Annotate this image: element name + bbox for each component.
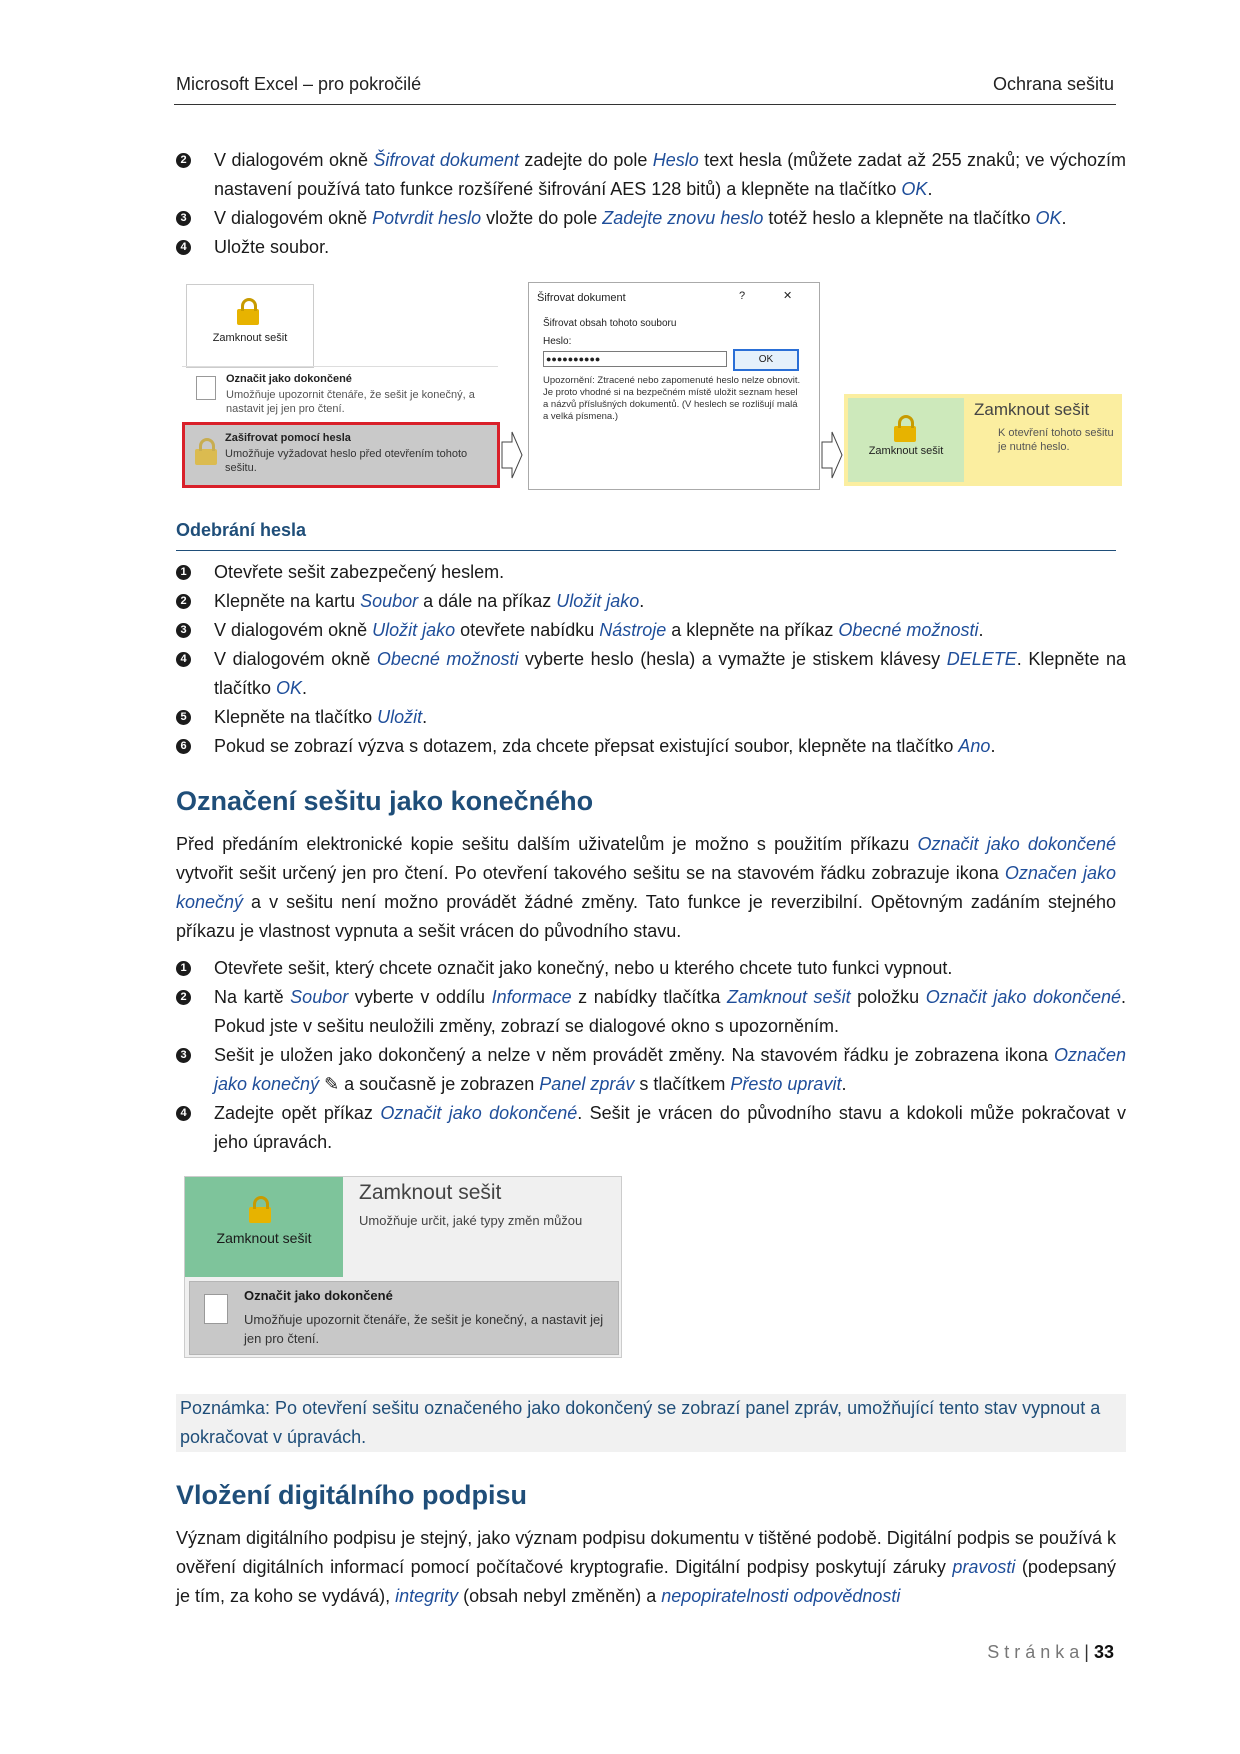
emphasis-term: Označit jako dokončené (380, 1103, 578, 1123)
text-run: Před předáním elektronické kopie sešitu dalším uživatelům je možno s použitím příkazu (176, 834, 918, 854)
lock-workbook-button[interactable]: Zamknout sešit (185, 1177, 343, 1277)
emphasis-term: Soubor (360, 591, 419, 611)
emphasis-term: Šifrovat dokument (373, 150, 519, 170)
step-number-icon: 1 (176, 961, 191, 976)
text-run: . (422, 707, 428, 727)
text-run: (podepsaný je tím, za koho se vydává), (176, 1557, 1116, 1606)
footer (987, 1642, 1114, 1663)
list-item (176, 645, 1126, 703)
emphasis-term: Informace (491, 987, 572, 1007)
list-item (176, 204, 1126, 233)
list-item (176, 954, 1126, 983)
steps-remove (176, 558, 1126, 761)
emphasis-term: Označit jako dokončené (925, 987, 1122, 1007)
emphasis-term: Označen jako konečný (214, 1045, 1126, 1094)
emphasis-term: Obecné možnosti (376, 649, 519, 669)
text-run: . Pokud jste v sešitu neuložili změny, zobrazí se dialogové okno s upozorněním. (214, 987, 1127, 1036)
emphasis-term: Heslo (652, 150, 699, 170)
text-run: vyberte v oddílu (348, 987, 492, 1007)
step-number-icon: 3 (176, 211, 191, 226)
figure-mark-final: Zamknout sešit Zamknout sešit Umožňuje určit, jaké typy změn můžou Označit jako dokončené Umožňuje upozornit čtenáře, že sešit je konečný, a nastavit jej jen pro čtení. (184, 1176, 622, 1358)
section-divider (176, 550, 1116, 551)
text-run: . (841, 1074, 847, 1094)
arrow-right-icon (820, 430, 844, 480)
section-title-sign: Vložení digitálního podpisu (176, 1480, 527, 1510)
document-icon (196, 376, 216, 400)
text-run: . Sešit je vrácen do původního stavu a kdokoli může pokračovat v jeho úpravách. (214, 1103, 1126, 1152)
text-run: Pokud se zobrazí výzva s dotazem, zda chcete přepsat existující soubor, klepněte na tlačítko (214, 736, 959, 756)
text-run: otevřete nabídku (455, 620, 600, 640)
list-item (176, 983, 1126, 1041)
emphasis-term: Zamknout sešit (726, 987, 851, 1007)
text-run: Na kartě (214, 987, 291, 1007)
emphasis-term: Uložit (377, 707, 423, 727)
text-run: ✎ a současně je zobrazen (319, 1074, 540, 1094)
list-item (176, 1099, 1126, 1157)
text-run: Sešit je uložen jako dokončený a nelze v něm provádět změny. Na stavovém řádku je zobrazena ikona (214, 1045, 1054, 1065)
text-run: a dále na příkaz (418, 591, 557, 611)
paragraph-final (176, 830, 1116, 946)
text-run: . (1061, 208, 1067, 228)
text-run: Význam digitálního podpisu je stejný, jako význam podpisu dokumentu v tištěné podobě. Digitální podpis se používá k ověření digitálních informací pomocí počítačové kryptografie. Digitální podpisy poskytují záruky (176, 1528, 1116, 1577)
text-run: Uložte soubor. (214, 237, 330, 257)
ok-button[interactable]: OK (733, 349, 799, 371)
text-run: Otevřete sešit, který chcete označit jako konečný, nebo u kterého chcete tuto funkci vypnout. (214, 958, 953, 978)
text-run: V dialogovém okně (214, 150, 374, 170)
footer-label: S t r á n k a (987, 1642, 1080, 1662)
arrow-right-icon (500, 430, 524, 480)
emphasis-term: Potvrdit heslo (372, 208, 482, 228)
emphasis-term: Zadejte znovu heslo (602, 208, 764, 228)
text-run: vložte do pole (481, 208, 603, 228)
text-run: Klepněte na tlačítko (214, 707, 378, 727)
lock-icon (249, 1207, 271, 1223)
emphasis-term: Uložit jako (556, 591, 640, 611)
text-run: V dialogovém okně (214, 649, 377, 669)
emphasis-term: pravosti (952, 1557, 1016, 1577)
emphasis-term: Nástroje (599, 620, 667, 640)
lock-button-label: Zamknout sešit (212, 332, 288, 344)
password-input[interactable]: ●●●●●●●●●● (543, 351, 727, 367)
emphasis-term: integrity (395, 1586, 459, 1606)
list-item (176, 233, 1126, 262)
emphasis-term: Označen jako konečný (176, 863, 1116, 912)
text-run: z nabídky tlačítka (571, 987, 727, 1007)
text-run: . (639, 591, 645, 611)
lock-workbook-button[interactable]: Zamknout sešit (848, 398, 964, 482)
lock-icon (894, 426, 916, 442)
figure-encrypt (182, 282, 1122, 490)
emphasis-term: Soubor (290, 987, 349, 1007)
emphasis-term: nepopiratelnosti odpovědnosti (661, 1586, 901, 1606)
emphasis-term: OK (276, 678, 303, 698)
note: Poznámka: Po otevření sešitu označeného jako dokončený se zobrazí panel zpráv, umožňující tento stav vypnout a pokračovat v úpravách. (176, 1394, 1126, 1452)
text-run: Otevřete sešit zabezpečený heslem. (214, 562, 505, 582)
menu-item-encrypt[interactable]: Zašifrovat pomocí hesla Umožňuje vyžadovat heslo před otevřením tohoto sešitu. (182, 422, 500, 488)
text-run: vytvořit sešit určený jen pro čtení. Po otevření takového sešitu se na stavovém řádku zobrazuje ikona (176, 863, 1005, 883)
step-number-icon: 2 (176, 153, 191, 168)
text-run: V dialogovém okně (214, 208, 373, 228)
text-run: . Klepněte na tlačítko (214, 649, 1126, 698)
emphasis-term: Uložit jako (372, 620, 456, 640)
step-number-icon: 3 (176, 1048, 191, 1063)
footer-separator: | (1084, 1642, 1089, 1662)
list-item (176, 616, 1126, 645)
list-item (176, 703, 1126, 732)
list-item (176, 146, 1126, 204)
step-number-icon: 5 (176, 710, 191, 725)
lock-workbook-button[interactable] (186, 284, 314, 368)
list-item (176, 587, 1126, 616)
text-run: V dialogovém okně (214, 620, 373, 640)
help-button[interactable]: ? (739, 290, 746, 302)
text-run: položku (850, 987, 926, 1007)
close-icon[interactable]: ✕ (783, 290, 793, 302)
emphasis-term: Ano (958, 736, 991, 756)
header-left: Microsoft Excel – pro pokročilé (176, 74, 422, 94)
header-divider (174, 104, 1116, 105)
step-number-icon: 4 (176, 240, 191, 255)
list-item (176, 558, 1126, 587)
step-number-icon: 2 (176, 594, 191, 609)
menu-item-mark-final[interactable]: Označit jako dokončené Umožňuje upozornit čtenáře, že sešit je konečný, a nastavit jej jen pro čtení. (186, 370, 496, 422)
text-run: a klepněte na příkaz (666, 620, 839, 640)
section-title-remove: Odebrání hesla (176, 520, 307, 540)
step-number-icon: 1 (176, 565, 191, 580)
text-run: zadejte do pole (518, 150, 653, 170)
section-title-final: Označení sešitu jako konečného (176, 786, 594, 816)
list-item (176, 732, 1126, 761)
text-run: . (927, 179, 933, 199)
emphasis-term: Panel zpráv (539, 1074, 635, 1094)
text-run: s tlačítkem (634, 1074, 731, 1094)
text-run: text hesla (můžete zadat až 255 znaků; ve výchozím nastavení používá tato funkce rozšířené šifrování AES 128 bitů) a klepněte na tlačítko (214, 150, 1126, 199)
emphasis-term: Obecné možnosti (838, 620, 979, 640)
step-number-icon: 3 (176, 623, 191, 638)
page-number: 33 (1093, 1642, 1114, 1662)
emphasis-term: Přesto upravit (730, 1074, 842, 1094)
step-number-icon: 4 (176, 652, 191, 667)
text-run: Zadejte opět příkaz (214, 1103, 381, 1123)
steps-final (176, 954, 1126, 1157)
encrypt-dialog: Šifrovat dokument ? ✕ Šifrovat obsah tohoto souboru Heslo: ●●●●●●●●●● OK Upozornění: Ztracené nebo zapomenuté heslo nelze obnovit. Je proto vhodné si na bezpečném místě uložit seznam hesel a názvů příslušných dokumentů. (V heslech se rozlišují malá a velká písmena.) (528, 282, 820, 490)
text-run: a v sešitu není možno provádět žádné změny. Tato funkce je reverzibilní. Opětovným zadáním stejného příkazu je vlastnost vypnuta a sešit vrácen do původního stavu. (176, 892, 1116, 941)
list-item (176, 1041, 1126, 1099)
text-run: totéž heslo a klepněte na tlačítko (763, 208, 1036, 228)
emphasis-term: DELETE (946, 649, 1017, 669)
step-number-icon: 6 (176, 739, 191, 754)
text-run: Klepněte na kartu (214, 591, 361, 611)
text-run: . (302, 678, 308, 698)
step-number-icon: 2 (176, 990, 191, 1005)
result-panel: Zamknout sešit Zamknout sešit K otevření tohoto sešitu je nutné heslo. (844, 394, 1122, 486)
emphasis-term: OK (901, 179, 928, 199)
text-run: (obsah nebyl změněn) a (458, 1586, 662, 1606)
step-number-icon: 4 (176, 1106, 191, 1121)
emphasis-term: OK (1035, 208, 1062, 228)
emphasis-term: Označit jako dokončené (917, 834, 1116, 854)
header-right: Ochrana sešitu (992, 74, 1114, 94)
text-run: . (990, 736, 996, 756)
document-icon (204, 1294, 228, 1324)
paragraph-sign (176, 1524, 1116, 1611)
text-run: . (978, 620, 984, 640)
menu-item-mark-final[interactable]: Označit jako dokončené Umožňuje upozornit čtenáře, že sešit je konečný, a nastavit jej jen pro čtení. (189, 1281, 619, 1355)
lock-icon (237, 309, 259, 325)
steps-encrypt (176, 146, 1126, 262)
lock-icon (195, 449, 217, 465)
text-run: vyberte heslo (hesla) a vymažte je stiskem klávesy (518, 649, 947, 669)
